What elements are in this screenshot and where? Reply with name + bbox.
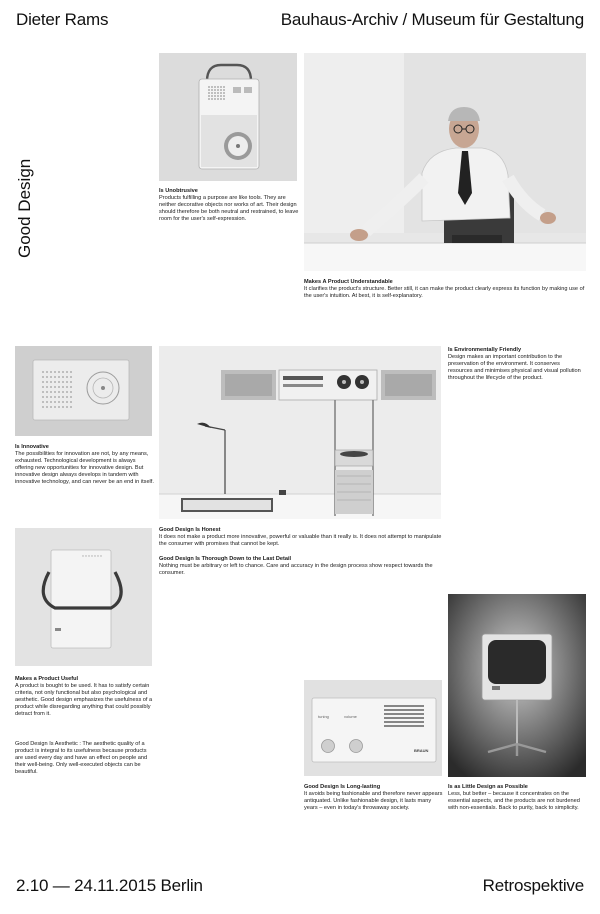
caption-environmental: [448, 347, 586, 382]
photo-dieter-rams-portrait: [304, 53, 586, 271]
caption-body: The possibilities for innovation are not, by any means, exhausted. Technological development is always offering new opportunities for innovative design. But innovative design always develops in tandem with innovative technology, and can never be an end in itself.: [15, 451, 154, 486]
caption-body: Good Design Is Aesthetic : The aesthetic quality of a product is integral to its usefulness because products are used every day and have an effect on people and their well-being. Only well-executed objects can be beautiful.: [15, 741, 148, 776]
photo-wall-audio-system: [159, 346, 441, 519]
caption-unobtrusive: [159, 188, 299, 223]
caption-body: Products fulfilling a purpose are like tools. They are neither decorative objects nor works of art. Their design should therefore be both neutral and restrained, to leave room for the user's self-expression.: [159, 195, 299, 223]
exhibition-dates: 2.10 — 24.11.2015 Berlin: [16, 876, 203, 895]
caption-useful: [15, 676, 155, 719]
photo-table-radio: [15, 346, 152, 436]
caption-body: Less, but better – because it concentrates on the essential aspects, and the products are not burdened with non-essentials. Back to purity, back to simplicity.: [448, 791, 580, 812]
photo-portable-radio-strap: [15, 528, 152, 666]
label-volume: volume: [344, 714, 357, 719]
designer-name: Dieter Rams: [16, 10, 109, 29]
caption-thorough: [159, 556, 443, 577]
caption-title: Is Environmentally Friendly: [448, 347, 522, 353]
caption-title: Is as Little Design as Possible: [448, 784, 528, 790]
caption-body: Nothing must be arbitrary or left to chance. Care and accuracy in the design process show respect towards the consumer.: [159, 563, 433, 577]
caption-body: A product is bought to be used. It has to satisfy certain criteria, not only functional but also psychological and aesthetic. Good design emphasizes the usefulness of a product while disregarding anything that could possibly detract from it.: [15, 683, 153, 718]
caption-title: Good Design Is Honest: [159, 527, 221, 533]
caption-title: Makes A Product Understandable: [304, 279, 393, 285]
caption-body: It does not make a product more innovative, powerful or valuable than it really is. It does not attempt to manipulate the consumer with promises that cannot be kept.: [159, 534, 442, 548]
caption-understandable: [304, 279, 586, 300]
vertical-title: Good Design: [15, 158, 34, 258]
caption-title: Makes a Product Useful: [15, 676, 79, 682]
label-tuning: tuning: [318, 714, 329, 719]
caption-little-design: [448, 784, 588, 812]
photo-amplifier: [304, 680, 442, 776]
caption-body: Design makes an important contribution to the preservation of the environment. It conserves resources and minimises physical and visual pollution throughout the lifecycle of the product.: [448, 354, 581, 382]
caption-honest: [159, 527, 443, 548]
photo-portable-record-player: [159, 53, 297, 181]
caption-title: Is Unobtrusive: [159, 188, 198, 194]
caption-innovative: [15, 444, 155, 487]
caption-title: Good Design Is Long-lasting: [304, 784, 381, 790]
exhibition-label: Retrospektive: [482, 876, 584, 895]
brand-label: BRAUN: [414, 748, 429, 753]
caption-long-lasting: [304, 784, 446, 812]
caption-body: It clarifies the product's structure. Better still, it can make the product clearly express its function by making use of the user's intuition. At best, it is self-explanatory.: [304, 286, 585, 300]
photo-television-stand: [448, 594, 586, 777]
caption-title: Is Innovative: [15, 444, 49, 450]
venue-title: Bauhaus-Archiv / Museum für Gestaltung: [280, 10, 584, 29]
caption-body: It avoids being fashionable and therefore never appears antiquated. Unlike fashionable design, it lasts many years – even in today's throwaway society.: [304, 791, 443, 812]
caption-aesthetic: [15, 741, 155, 776]
caption-title: Good Design Is Thorough Down to the Last Detail: [159, 556, 292, 562]
